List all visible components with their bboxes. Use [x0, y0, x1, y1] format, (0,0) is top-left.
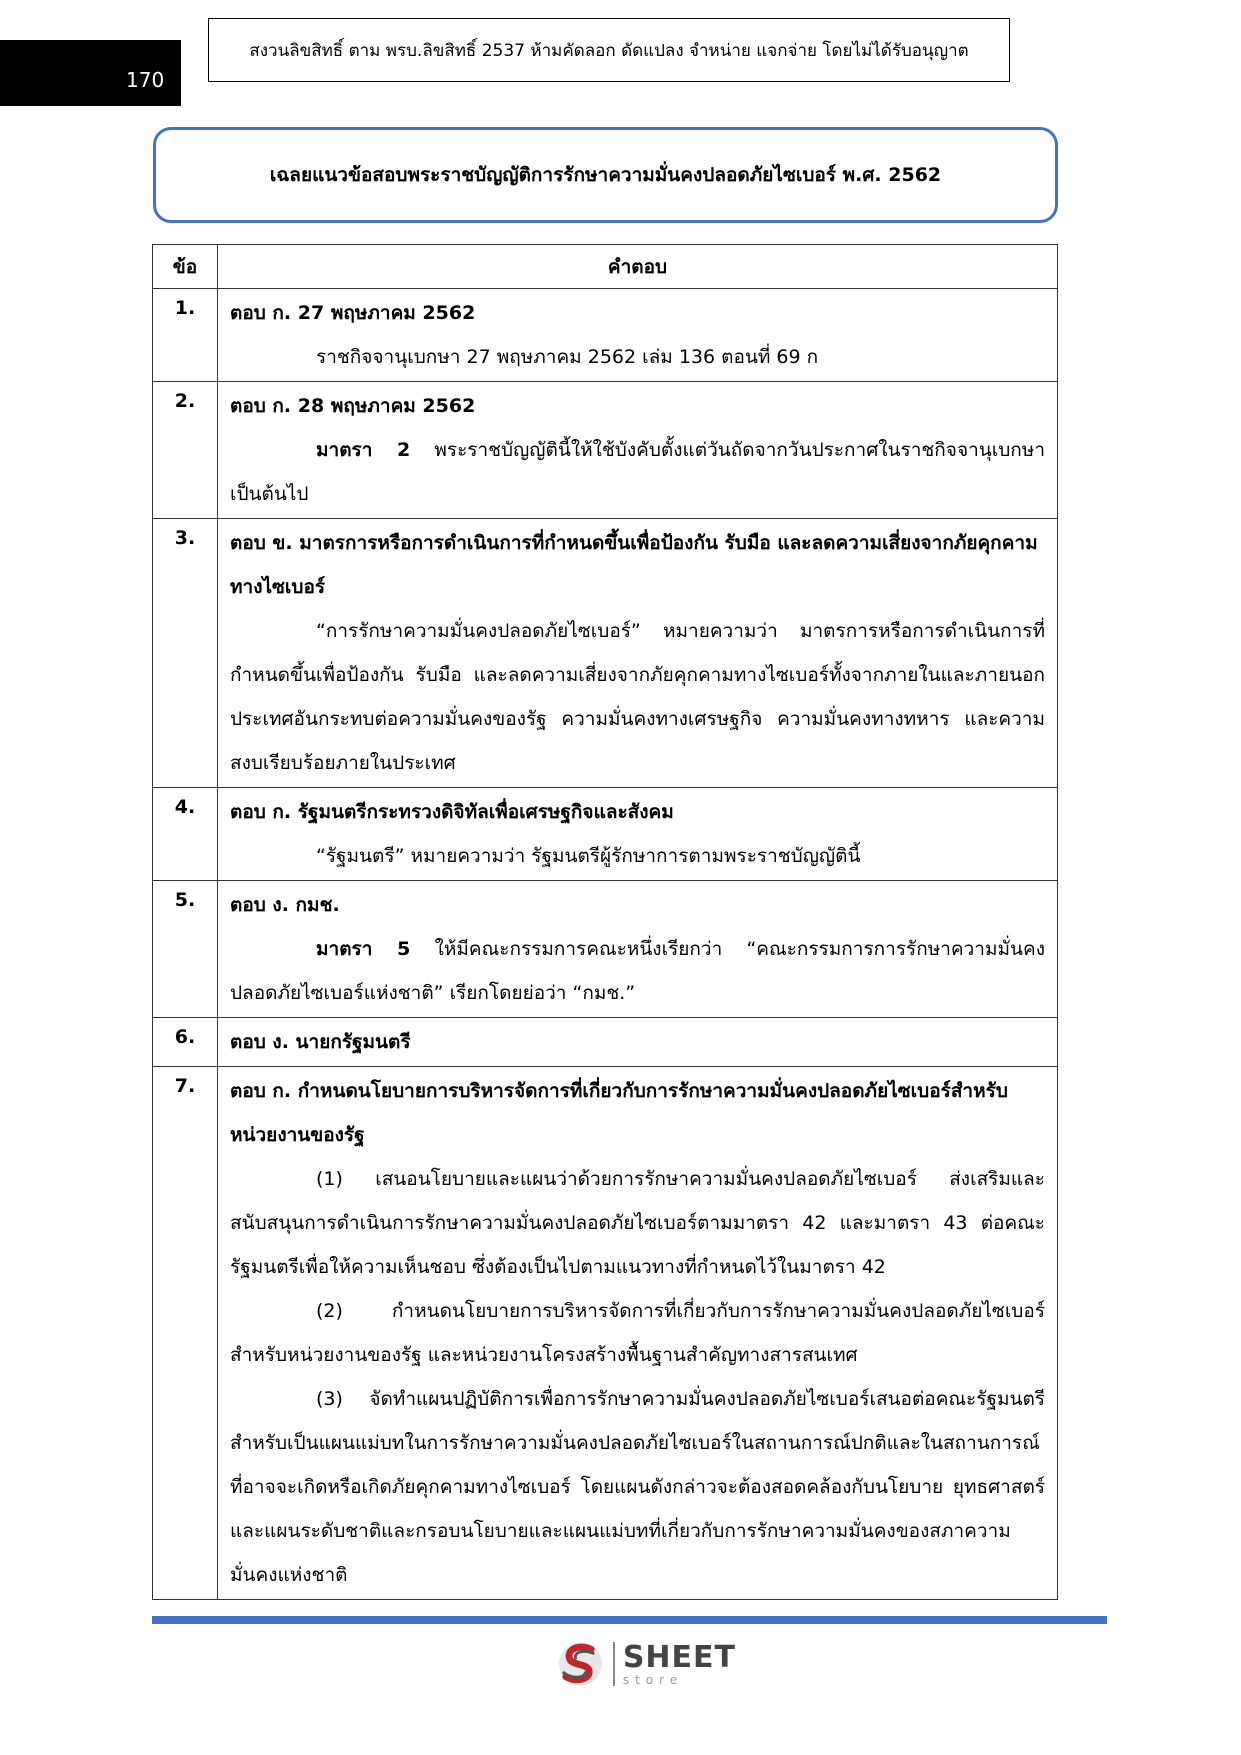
answer-number: 4. — [153, 788, 218, 881]
copyright-notice-box — [208, 18, 1010, 82]
page-title: เฉลยแนวข้อสอบพระราชบัญญัติการรักษาความมั่นคงปลอดภัยไซเบอร์ พ.ศ. 2562 — [269, 164, 942, 186]
table-row — [153, 519, 1058, 788]
answer-text: ตอบ ง. กมช. — [230, 894, 340, 916]
table-row — [153, 1067, 1058, 1600]
copyright-notice: สงวนลิขสิทธิ์ ตาม พรบ.ลิขสิทธิ์ 2537 ห้ามคัดลอก ดัดแปลง จำหน่าย แจกจ่าย โดยไม่ได้รับอนุญาต — [249, 40, 969, 61]
table-row — [153, 289, 1058, 382]
answer-detail: พระราชบัญญัตินี้ให้ใช้บังคับตั้งแต่วันถัดจากวันประกาศในราชกิจจานุเบกษาเป็นต้นไป — [230, 439, 1045, 505]
footer-bar — [152, 1616, 1107, 1624]
answer-text: ตอบ ก. 28 พฤษภาคม 2562 — [230, 395, 476, 417]
table-row — [153, 382, 1058, 519]
answer-text: ตอบ ก. 27 พฤษภาคม 2562 — [230, 302, 476, 324]
answer-cell — [218, 881, 1058, 1018]
answer-detail-paragraph — [230, 927, 1045, 1015]
table-row — [153, 881, 1058, 1018]
answer-item: (1) เสนอนโยบายและแผนว่าด้วยการรักษาความมั่นคงปลอดภัยไซเบอร์ ส่งเสริมและสนับสนุนการดำเนินการรักษาความมั่นคงปลอดภัยไซเบอร์ตามมาตรา 42 และมาตรา 43 ต่อคณะรัฐมนตรีเพื่อให้ความเห็นชอบ ซึ่งต้องเป็นไปตามแนวทางที่กำหนดไว้ในมาตรา 42 — [230, 1168, 1045, 1278]
answer-detail-paragraph — [230, 428, 1045, 516]
table-header-row — [153, 245, 1058, 289]
answer-cell — [218, 519, 1058, 788]
logo-text — [622, 1639, 736, 1687]
answer-detail: “รัฐมนตรี” หมายความว่า รัฐมนตรีผู้รักษาการตามพระราชบัญญัตินี้ — [316, 845, 861, 867]
logo-sub-text: store — [622, 1672, 684, 1687]
answer-item: (2) กำหนดนโยบายการบริหารจัดการที่เกี่ยวกับการรักษาความมั่นคงปลอดภัยไซเบอร์สำหรับหน่วยงานของรัฐ และหน่วยงานโครงสร้างพื้นฐานสำคัญทางสารสนเทศ — [230, 1300, 1045, 1366]
answer-text: ตอบ ข. มาตรการหรือการดำเนินการที่กำหนดขึ้นเพื่อป้องกัน รับมือ และลดความเสี่ยงจากภัยคุกคามทางไซเบอร์ — [230, 532, 1038, 598]
answer-number: 7. — [153, 1067, 218, 1600]
answer-cell — [218, 382, 1058, 519]
answer-cell — [218, 289, 1058, 382]
answer-number: 1. — [153, 289, 218, 382]
logo-main-text: SHEET — [622, 1639, 736, 1675]
answer-text: ตอบ ง. นายกรัฐมนตรี — [230, 1031, 411, 1053]
answer-cell — [218, 788, 1058, 881]
sheet-store-logo-icon — [556, 1637, 605, 1691]
answer-text: ตอบ ก. รัฐมนตรีกระทรวงดิจิทัลเพื่อเศรษฐกิจและสังคม — [230, 801, 674, 823]
table-row — [153, 1018, 1058, 1067]
answer-number: 2. — [153, 382, 218, 519]
answer-cell — [218, 1067, 1058, 1600]
section-ref: มาตรา 2 — [316, 439, 411, 461]
answer-number: 6. — [153, 1018, 218, 1067]
answer-detail: ราชกิจจานุเบกษา 27 พฤษภาคม 2562 เล่ม 136 ตอนที่ 69 ก — [316, 346, 819, 368]
answer-table — [152, 244, 1058, 1600]
sheet-store-logo — [556, 1636, 736, 1692]
answer-text: ตอบ ก. กำหนดนโยบายการบริหารจัดการที่เกี่ยวกับการรักษาความมั่นคงปลอดภัยไซเบอร์สำหรับหน่วยงานของรัฐ — [230, 1080, 1008, 1146]
answer-item: (3) จัดทำแผนปฏิบัติการเพื่อการรักษาความมั่นคงปลอดภัยไซเบอร์เสนอต่อคณะรัฐมนตรี สำหรับเป็นแผนแม่บทในการรักษาความมั่นคงปลอดภัยไซเบอร์ในสถานการณ์ปกติและในสถานการณ์ที่อาจจะเกิดหรือเกิดภัยคุกคามทางไซเบอร์ โดยแผนดังกล่าวจะต้องสอดคล้องกับนโยบาย ยุทธศาสตร์และแผนระดับชาติและกรอบนโยบายและแผนแม่บทที่เกี่ยวกับการรักษาความมั่นคงของสภาความมั่นคงแห่งชาติ — [230, 1388, 1045, 1586]
title-box — [153, 127, 1058, 223]
answer-number: 3. — [153, 519, 218, 788]
table-row — [153, 788, 1058, 881]
header-no: ข้อ — [153, 245, 218, 289]
header-answer: คำตอบ — [218, 245, 1058, 289]
answer-detail: ให้มีคณะกรรมการคณะหนึ่งเรียกว่า “คณะกรรมการการรักษาความมั่นคงปลอดภัยไซเบอร์แห่งชาติ” เรียกโดยย่อว่า “กมช.” — [230, 938, 1045, 1004]
page-number: 170 — [126, 68, 165, 92]
answer-detail: “การรักษาความมั่นคงปลอดภัยไซเบอร์” หมายความว่า มาตรการหรือการดำเนินการที่กำหนดขึ้นเพื่อป้องกัน รับมือ และลดความเสี่ยงจากภัยคุกคามทางไซเบอร์ทั้งจากภายในและภายนอกประเทศอันกระทบต่อความมั่นคงของรัฐ ความมั่นคงทางเศรษฐกิจ ความมั่นคงทางทหาร และความสงบเรียบร้อยภายในประเทศ — [230, 620, 1045, 774]
answer-number: 5. — [153, 881, 218, 1018]
section-ref: มาตรา 5 — [316, 938, 411, 960]
logo-separator — [613, 1642, 615, 1686]
answer-cell — [218, 1018, 1058, 1067]
